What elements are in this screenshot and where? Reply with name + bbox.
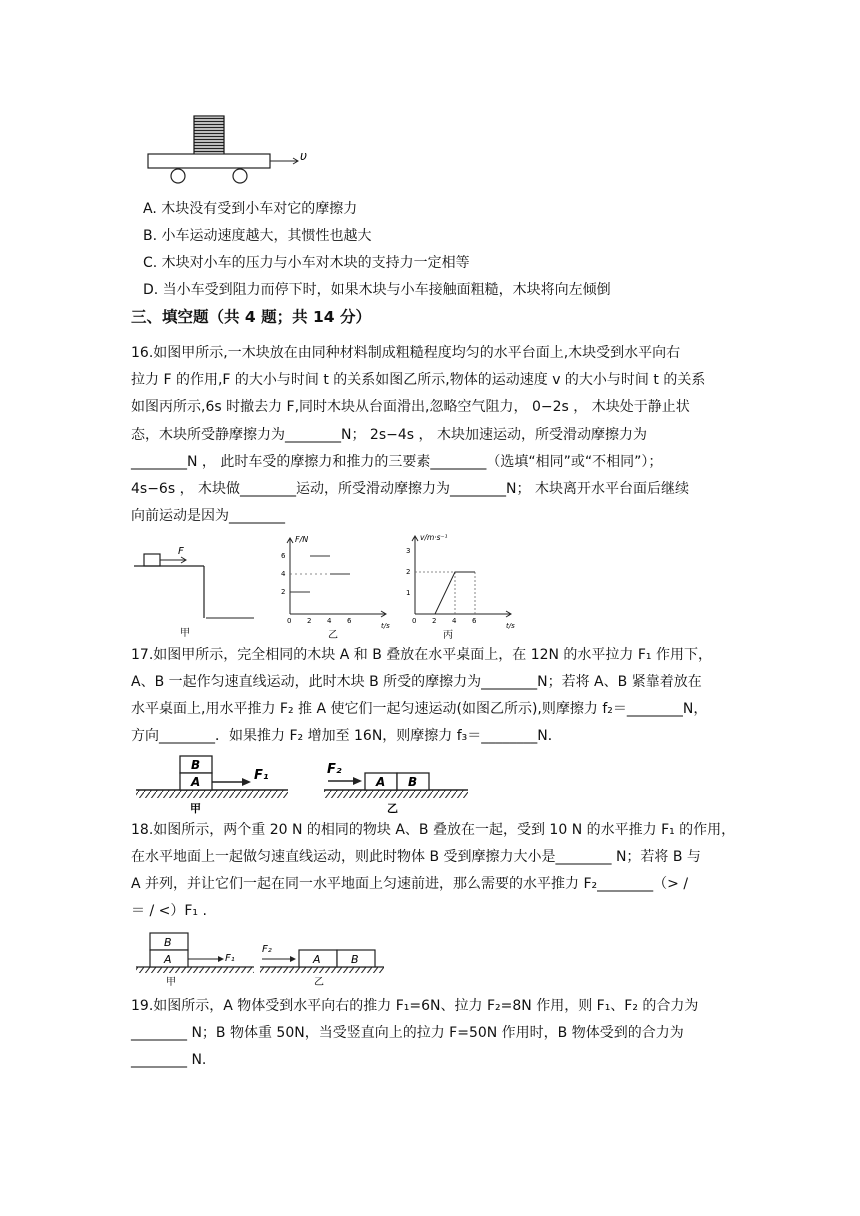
y-tick-2: 2 <box>281 588 286 596</box>
caption-yi: 乙 <box>387 802 398 814</box>
x-tick-0: 0 <box>412 617 417 625</box>
q16-figure-yi <box>278 530 403 642</box>
q18-line-4: ＝ / <）F₁ . <box>131 903 207 919</box>
wooden-block <box>194 116 224 156</box>
x-tick-4: 4 <box>452 617 457 625</box>
x-tick-4: 4 <box>327 617 332 625</box>
svg-text:A: A <box>191 775 201 789</box>
y-tick-1: 1 <box>406 589 411 597</box>
q17-line-2: A、B 一起作匀速直线运动，此时木块 B 所受的摩擦力为________N；若将 A、B 紧靠着放在 <box>131 674 702 690</box>
q18-line-2: 在水平地面上一起做匀速直线运动，则此时物体 B 受到摩擦力大小是________ N；若将 B 与 <box>131 849 701 865</box>
svg-text:A: A <box>164 953 172 966</box>
svg-text:B: B <box>408 775 418 789</box>
caption-jia: 甲 <box>166 977 176 987</box>
q16-figure-jia <box>134 540 264 640</box>
f2-label: F₂ <box>327 762 342 777</box>
cart-wheel-left <box>171 169 185 183</box>
q15-option-d: D. 当小车受到阻力而停下时，如果木块与小车接触面粗糙，木块将向左倾倒 <box>143 282 611 298</box>
velocity-label: υ <box>300 149 307 163</box>
q16-figure-bing <box>403 528 528 642</box>
q16-line-7: 向前运动是因为________ <box>131 508 285 524</box>
q16-line-4: 态，木块所受静摩擦力为________N； 2s−4s ， 木块加速运动，所受滑动摩擦力为 <box>131 427 647 443</box>
q19-line-3: ________ N. <box>131 1052 207 1068</box>
caption-yi: 乙 <box>328 630 338 641</box>
x-tick-0: 0 <box>287 617 292 625</box>
force-label: F <box>178 546 184 557</box>
caption-jia: 甲 <box>180 628 190 639</box>
q16-line-1: 16.如图甲所示,一木块放在由同种材料制成粗糙程度均匀的水平台面上,木块受到水平向右 <box>131 345 681 361</box>
svg-text:A: A <box>376 775 386 789</box>
f1-label: F₁ <box>254 768 269 783</box>
q15-option-c: C. 木块对小车的压力与小车对木块的支持力一定相等 <box>143 255 470 271</box>
q16-line-5: ________N ， 此时车受的摩擦力和推力的三要素________（选填“相同”或“不相同”）； <box>131 454 663 470</box>
q18-figure <box>132 927 392 987</box>
q18-line-1: 18.如图所示，两个重 20 N 的相同的物块 A、B 叠放在一起，受到 10 N 的水平推力 F₁ 的作用， <box>131 822 736 838</box>
q16-line-6: 4s−6s ， 木块做________运动，所受滑动摩擦力为________N； 木块离开水平台面后继续 <box>131 481 689 497</box>
svg-text:A: A <box>313 953 321 966</box>
caption-jia: 甲 <box>190 802 201 814</box>
q17-figure <box>132 752 472 814</box>
x-tick-2: 2 <box>307 617 312 625</box>
x-tick-6: 6 <box>347 617 352 625</box>
block <box>144 554 160 566</box>
q18-line-3: A 并列，并让它们一起在同一水平地面上匀速前进，那么需要的水平推力 F₂________（> / <box>131 876 689 892</box>
f1-label: F₁ <box>225 953 235 964</box>
cart-body <box>148 154 270 168</box>
y-label: v/m·s⁻¹ <box>420 533 448 542</box>
velocity-curve <box>415 572 475 614</box>
caption-bing: 丙 <box>443 630 453 641</box>
q17-line-3: 水平桌面上,用水平推力 F₂ 推 A 使它们一起匀速运动(如图乙所示),则摩擦力 f₂＝________N， <box>131 701 708 717</box>
q16-line-2: 拉力 F 的作用,F 的大小与时间 t 的关系如图乙所示,物体的运动速度 v 的大小与时间 t 的关系 <box>131 372 706 388</box>
y-tick-2: 2 <box>406 568 411 576</box>
svg-text:B: B <box>164 936 172 949</box>
q15-option-a: A. 木块没有受到小车对它的摩擦力 <box>143 201 358 217</box>
cart-wheel-right <box>233 169 247 183</box>
q17-line-1: 17.如图甲所示，完全相同的木块 A 和 B 叠放在水平桌面上，在 12N 的水平拉力 F₁ 作用下， <box>131 647 712 663</box>
y-tick-4: 4 <box>281 570 286 578</box>
x-tick-2: 2 <box>432 617 437 625</box>
x-label: t/s <box>381 622 390 630</box>
q16-line-3: 如图丙所示,6s 时撤去力 F,同时木块从台面滑出,忽略空气阻力， 0−2s ， 木块处于静止状 <box>131 399 690 415</box>
y-label: F/N <box>295 535 309 544</box>
section-heading: 三、填空题（共 4 题；共 14 分） <box>131 308 371 326</box>
svg-text:B: B <box>191 758 201 772</box>
x-label: t/s <box>506 622 515 630</box>
y-tick-3: 3 <box>406 547 411 555</box>
q17-line-4: 方向________．如果推力 F₂ 增加至 16N，则摩擦力 f₃＝________N． <box>131 728 562 744</box>
x-tick-6: 6 <box>472 617 477 625</box>
q19-line-2: ________ N；B 物体重 50N，当受竖直向上的拉力 F=50N 作用时，B 物体受到的合力为 <box>131 1025 684 1041</box>
svg-text:B: B <box>351 953 359 966</box>
f2-label: F₂ <box>262 944 272 955</box>
caption-yi: 乙 <box>314 977 324 987</box>
y-tick-6: 6 <box>281 552 286 560</box>
cart-block-figure <box>140 108 320 188</box>
q15-option-b: B. 小车运动速度越大，其惯性也越大 <box>143 228 372 244</box>
q19-line-1: 19.如图所示，A 物体受到水平向右的推力 F₁=6N、拉力 F₂=8N 作用，则 F₁、F₂ 的合力为 <box>131 998 699 1014</box>
